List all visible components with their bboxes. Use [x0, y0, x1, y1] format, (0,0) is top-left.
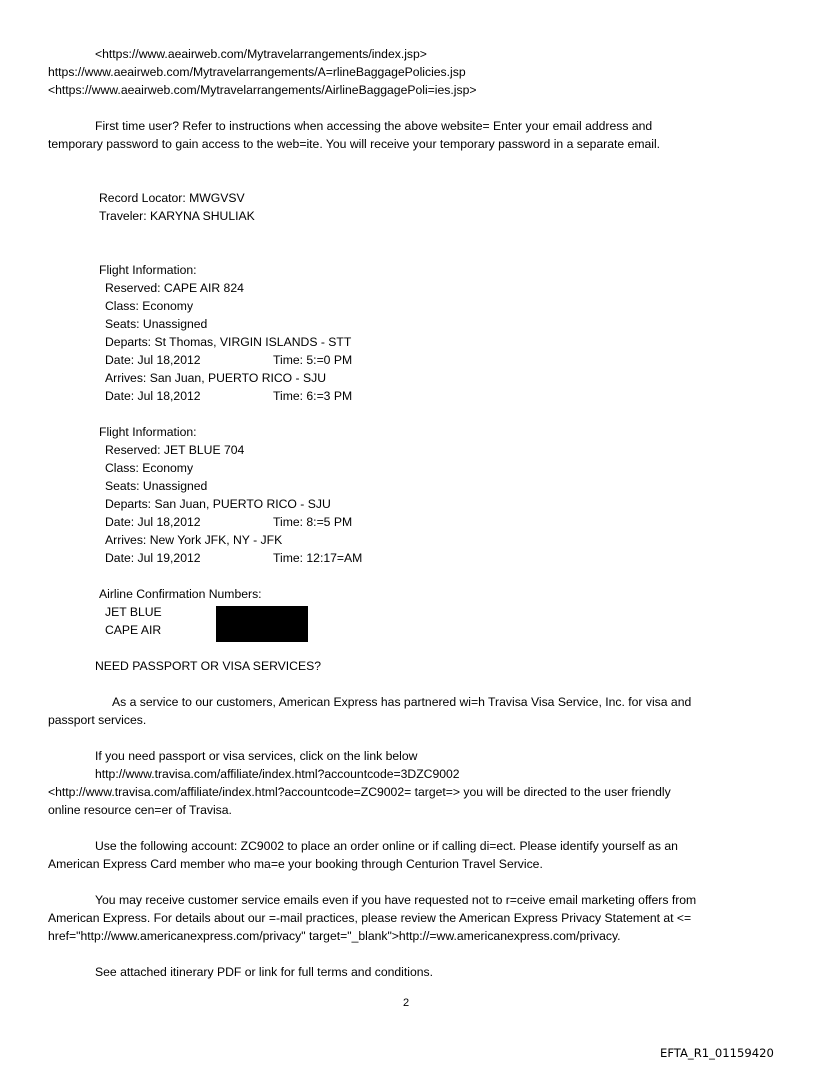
- flight-1-arr-date: Date: Jul 18,2012: [105, 389, 201, 403]
- flight-2-header: Flight Information:: [99, 425, 197, 439]
- link-line-1[interactable]: <https://www.aeairweb.com/Mytravelarrangements/index.jsp>: [95, 47, 427, 61]
- first-time-line-1: First time user? Refer to instructions when accessing the above website= Enter your email address and: [95, 119, 653, 133]
- travisa-link-anchor[interactable]: <http://www.travisa.com/affiliate/index.html?accountcode=ZC9002= target=> you will be directed to the user friendly: [48, 785, 671, 799]
- flight-1-dep-time: Time: 5:=0 PM: [273, 353, 353, 367]
- privacy-line-3[interactable]: href="http://www.americanexpress.com/privacy" target="_blank">http://=ww.americanexpress.com/privacy.: [48, 929, 621, 943]
- record-locator: Record Locator: MWGVSV: [99, 191, 245, 205]
- confirmation-airline-1: JET BLUE: [105, 605, 162, 619]
- flight-1-seats: Seats: Unassigned: [105, 317, 208, 331]
- flight-1-header: Flight Information:: [99, 263, 197, 277]
- passport-link-line-4: online resource cen=er of Travisa.: [48, 803, 232, 817]
- flight-2-arr-date: Date: Jul 19,2012: [105, 551, 201, 565]
- traveler-name: Traveler: KARYNA SHULIAK: [99, 209, 255, 223]
- link-line-3[interactable]: <https://www.aeairweb.com/Mytravelarrangements/AirlineBaggagePoli=ies.jsp>: [48, 83, 477, 97]
- flight-2-seats: Seats: Unassigned: [105, 479, 208, 493]
- flight-1-arr-time: Time: 6:=3 PM: [273, 389, 353, 403]
- flight-2-dep-time: Time: 8:=5 PM: [273, 515, 353, 529]
- flight-1-arrives: Arrives: San Juan, PUERTO RICO - SJU: [105, 371, 327, 385]
- account-line-1: Use the following account: ZC9002 to place an order online or if calling di=ect. Please identify yourself as an: [95, 839, 678, 853]
- privacy-line-2: American Express. For details about our =-mail practices, please review the American Express Privacy Statement at <=: [48, 911, 692, 925]
- travisa-link[interactable]: http://www.travisa.com/affiliate/index.html?accountcode=3DZC9002: [95, 767, 460, 781]
- passport-service-line-1: As a service to our customers, American Express has partnered wi=h Travisa Visa Service, Inc. for visa and: [112, 695, 692, 709]
- confirmation-airline-2: CAPE AIR: [105, 623, 162, 637]
- flight-2-dep-date: Date: Jul 18,2012: [105, 515, 201, 529]
- redaction-box: [216, 606, 308, 642]
- closing-line: See attached itinerary PDF or link for full terms and conditions.: [95, 965, 434, 979]
- flight-1-reserved: Reserved: CAPE AIR 824: [105, 281, 244, 295]
- privacy-line-1: You may receive customer service emails even if you have requested not to r=ceive email marketing offers from: [95, 893, 697, 907]
- link-line-2[interactable]: https://www.aeairweb.com/Mytravelarrangements/A=rlineBaggagePolicies.jsp: [48, 65, 466, 79]
- account-line-2: American Express Card member who ma=e your booking through Centurion Travel Service.: [48, 857, 543, 871]
- flight-2-arr-time: Time: 12:17=AM: [273, 551, 363, 565]
- confirmations-header: Airline Confirmation Numbers:: [99, 587, 262, 601]
- flight-1-class: Class: Economy: [105, 299, 194, 313]
- flight-2-arrives: Arrives: New York JFK, NY - JFK: [105, 533, 283, 547]
- page-number: 2: [403, 997, 410, 1009]
- flight-2-departs: Departs: San Juan, PUERTO RICO - SJU: [105, 497, 331, 511]
- footer-document-id: EFTA_R1_01159420: [660, 1046, 774, 1060]
- flight-2-class: Class: Economy: [105, 461, 194, 475]
- first-time-line-2: temporary password to gain access to the web=ite. You will receive your temporary password in a separate email.: [48, 137, 661, 151]
- flight-1-departs: Departs: St Thomas, VIRGIN ISLANDS - STT: [105, 335, 352, 349]
- passport-link-line-1: If you need passport or visa services, click on the link below: [95, 749, 418, 763]
- passport-service-line-2: passport services.: [48, 713, 147, 727]
- flight-1-dep-date: Date: Jul 18,2012: [105, 353, 201, 367]
- passport-heading: NEED PASSPORT OR VISA SERVICES?: [95, 659, 322, 673]
- flight-2-reserved: Reserved: JET BLUE 704: [105, 443, 245, 457]
